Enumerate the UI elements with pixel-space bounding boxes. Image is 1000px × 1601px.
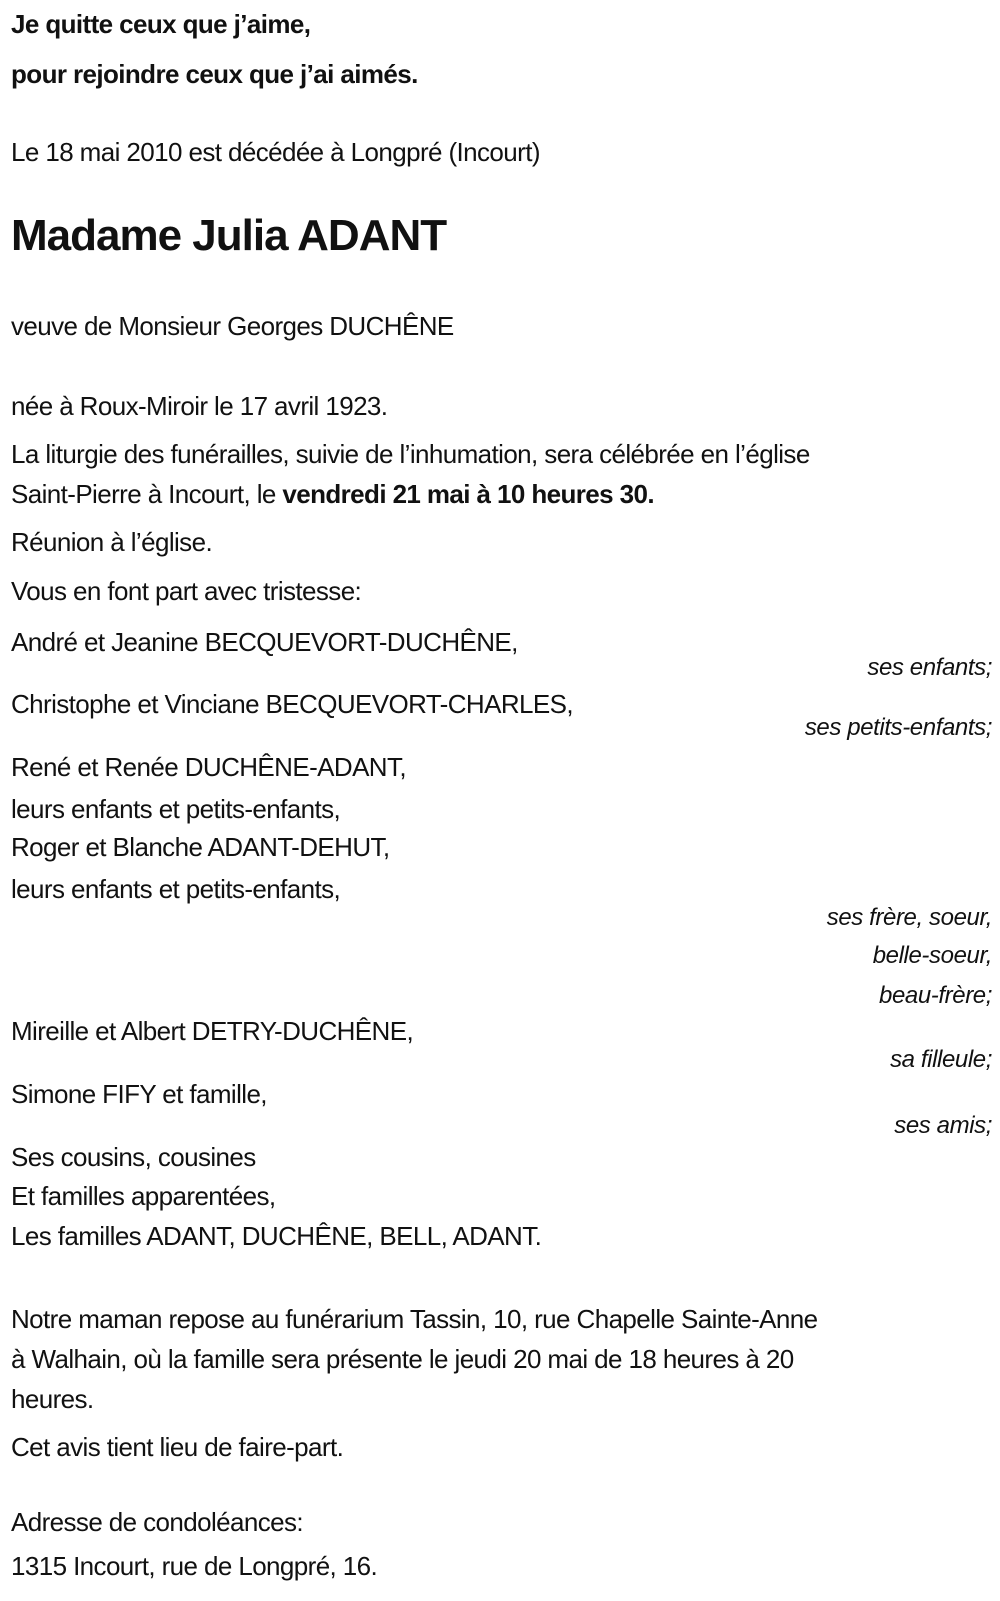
epigraph-line-1: Je quitte ceux que j’aime, <box>11 9 311 39</box>
mourner-relation: ses frère, soeur, <box>826 904 992 931</box>
mourner-name: René et Renée DUCHÊNE-ADANT, <box>11 752 407 782</box>
gathering-line: Réunion à l’église. <box>11 527 213 557</box>
repose-line-3: heures. <box>11 1384 94 1414</box>
mourner-name: leurs enfants et petits-enfants, <box>11 794 341 824</box>
mourner-name: Simone FIFY et famille, <box>11 1079 267 1109</box>
repose-line-1: Notre maman repose au funérarium Tassin, 10, rue Chapelle Sainte-Anne <box>11 1304 818 1334</box>
mourner-name: Christophe et Vinciane BECQUEVORT-CHARLES, <box>11 689 573 719</box>
mourner-name: leurs enfants et petits-enfants, <box>11 874 341 904</box>
funeral-line-1: La liturgie des funérailles, suivie de l’inhumation, sera célébrée en l’église <box>11 439 810 469</box>
mourner-name: André et Jeanine BECQUEVORT-DUCHÊNE, <box>11 627 518 657</box>
mourner-relation: ses petits-enfants; <box>804 714 992 741</box>
mourner-relation: ses enfants; <box>867 654 992 681</box>
funeral-line-2-normal: Saint-Pierre à Incourt, le <box>11 479 283 509</box>
condolences-label: Adresse de condoléances: <box>11 1507 304 1537</box>
announcement-intro: Vous en font part avec tristesse: <box>11 576 362 606</box>
funeral-date-time: vendredi 21 mai à 10 heures 30. <box>282 479 654 509</box>
mourner-name: Les familles ADANT, DUCHÊNE, BELL, ADANT. <box>11 1221 542 1251</box>
mourner-name: Ses cousins, cousines <box>11 1142 256 1172</box>
mourner-name: Mireille et Albert DETRY-DUCHÊNE, <box>11 1016 414 1046</box>
mourner-name: Et familles apparentées, <box>11 1181 276 1211</box>
death-announcement-line: Le 18 mai 2010 est décédée à Longpré (Incourt) <box>11 137 540 167</box>
repose-line-2: à Walhain, où la famille sera présente le jeudi 20 mai de 18 heures à 20 <box>11 1344 794 1374</box>
legal-line: Cet avis tient lieu de faire-part. <box>11 1432 344 1462</box>
mourner-relation: beau-frère; <box>879 982 992 1009</box>
widow-line: veuve de Monsieur Georges DUCHÊNE <box>11 311 454 341</box>
birth-line: née à Roux-Miroir le 17 avril 1923. <box>11 391 388 421</box>
condolences-address: 1315 Incourt, rue de Longpré, 16. <box>11 1551 378 1581</box>
funeral-line-2 <box>11 474 992 514</box>
deceased-name: Madame Julia ADANT <box>11 211 447 260</box>
mourner-relation: sa filleule; <box>890 1046 992 1073</box>
epigraph-line-2: pour rejoindre ceux que j’ai aimés. <box>11 59 418 89</box>
mourner-relation: belle-soeur, <box>872 942 992 969</box>
mourner-relation: ses amis; <box>894 1112 992 1139</box>
mourner-name: Roger et Blanche ADANT-DEHUT, <box>11 832 390 862</box>
